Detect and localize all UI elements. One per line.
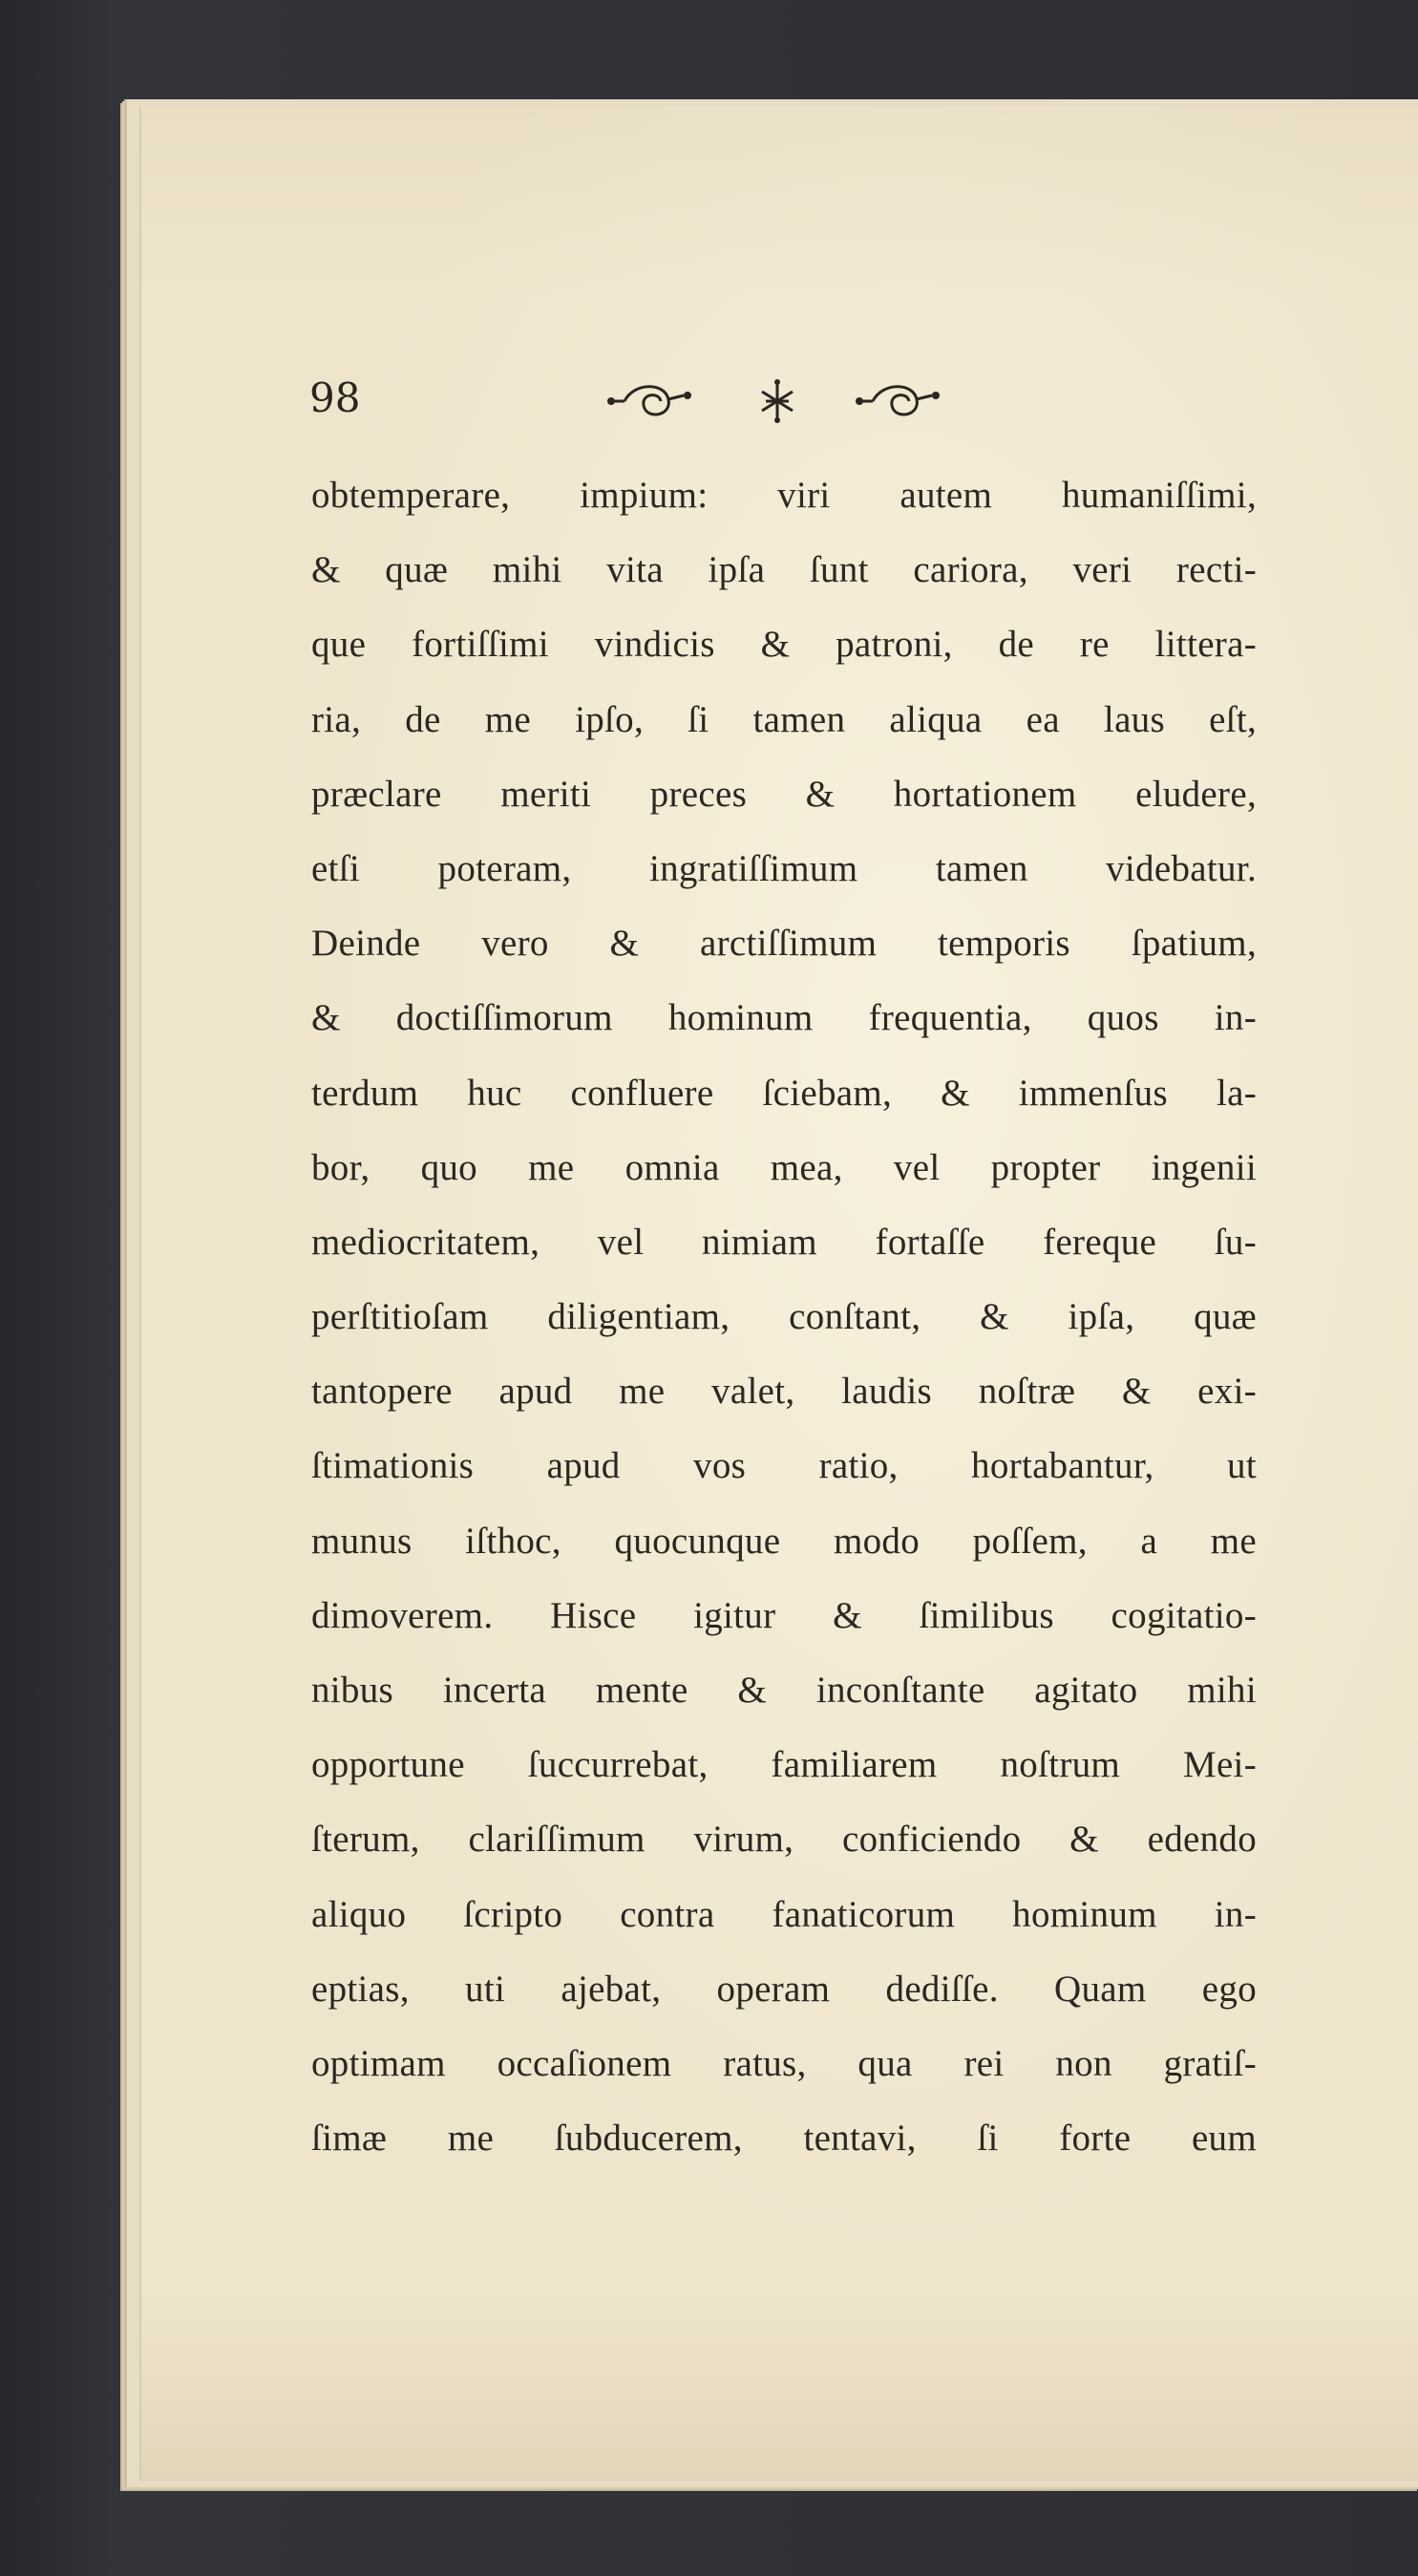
- text-line: nibus incerta mente & inconſtante agitato mihi: [311, 1670, 1257, 1711]
- text-line: tantopere apud me valet, laudis noſtræ & exi-: [311, 1371, 1257, 1413]
- text-line: & quæ mihi vita ipſa ſunt cariora, veri recti-: [311, 549, 1257, 591]
- text-line: dimoverem. Hisce igitur & ſimilibus cogitatio-: [311, 1594, 1257, 1636]
- text-line: & doctiſſimorum hominum frequentia, quos in-: [311, 997, 1257, 1039]
- text-line: munus iſthoc, quocunque modo poſſem, a me: [311, 1520, 1257, 1562]
- text-line: ſimæ me ſubducerem, tentavi, ſi forte eum: [311, 2118, 1257, 2160]
- running-head: [309, 374, 1264, 441]
- text-line: eptias, uti ajebat, operam dediſſe. Quam ego: [311, 1968, 1257, 2010]
- text-line: ſtimationis apud vos ratio, hortabantur, ut: [311, 1445, 1257, 1487]
- page-number: 98: [309, 374, 361, 421]
- text-line: opportune ſuccurrebat, familiarem noſtrum Mei-: [311, 1744, 1257, 1786]
- text-line: mediocritatem, vel nimiam fortaſſe fereque ſu-: [311, 1221, 1257, 1263]
- text-line: obtemperare, impium: viri autem humaniſſimi,: [311, 475, 1257, 516]
- text-line: ſterum, clariſſimum virum, conficiendo & edendo: [311, 1819, 1257, 1861]
- text-line: terdum huc confluere ſciebam, & immenſus la-: [311, 1072, 1257, 1114]
- text-line: præclare meriti preces & hortationem eludere,: [311, 773, 1257, 815]
- text-line: que fortiſſimi vindicis & patroni, de re littera-: [311, 624, 1257, 666]
- text-line: optimam occaſionem ratus, qua rei non gratiſ-: [311, 2042, 1257, 2084]
- text-line: ria, de me ipſo, ſi tamen aliqua ea laus eſt,: [311, 698, 1257, 740]
- text-line: perſtitioſam diligentiam, conſtant, & ipſa, quæ: [311, 1296, 1257, 1338]
- body-text: [311, 458, 1257, 2176]
- text-line: bor, quo me omnia mea, vel propter ingenii: [311, 1146, 1257, 1188]
- text-line: etſi poteram, ingratiſſimum tamen videbatur.: [311, 847, 1257, 889]
- fleuron-ornament-icon: [605, 374, 949, 428]
- text-line: Deinde vero & arctiſſimum temporis ſpatium,: [311, 923, 1257, 965]
- text-line: aliquo ſcripto contra fanaticorum hominum in-: [311, 1893, 1257, 1935]
